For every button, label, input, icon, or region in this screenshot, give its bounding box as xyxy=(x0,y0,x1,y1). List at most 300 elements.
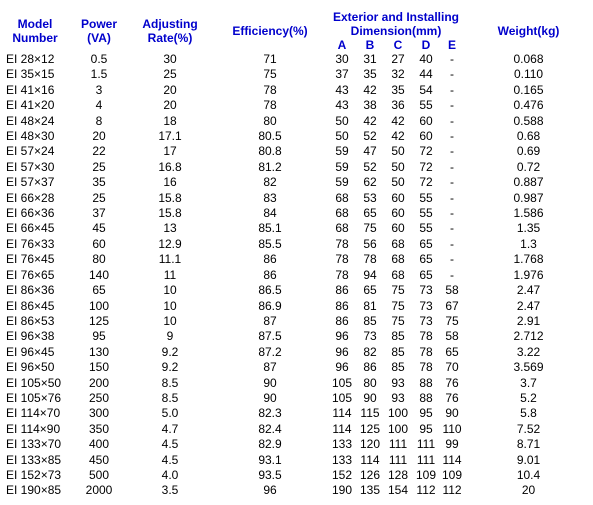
power-cell: 1.5 xyxy=(90,67,108,82)
dim-a-cell: 86 xyxy=(335,283,349,298)
weight-cell: 0.68 xyxy=(516,129,541,144)
power-cell: 140 xyxy=(88,267,110,282)
dim-a-cell: 78 xyxy=(335,236,349,251)
table-row xyxy=(0,468,593,483)
table-row xyxy=(0,221,593,236)
dim-b-cell: 126 xyxy=(359,467,381,482)
dim-c-cell: 85 xyxy=(391,329,405,344)
dim-c-cell: 68 xyxy=(391,252,405,267)
rate-cell: 25 xyxy=(163,67,177,82)
dim-b-cell: 53 xyxy=(363,190,377,205)
dim-b-cell: 52 xyxy=(363,159,377,174)
model-cell: EI 86×36 xyxy=(6,283,55,298)
efficiency-cell: 75 xyxy=(263,67,277,82)
rate-cell: 4.0 xyxy=(161,467,179,482)
efficiency-cell: 86 xyxy=(263,267,277,282)
weight-cell: 1.976 xyxy=(513,267,544,282)
dim-d-cell: 65 xyxy=(419,236,433,251)
model-cell: EI 190×85 xyxy=(6,483,62,498)
weight-cell: 3.7 xyxy=(520,375,537,390)
power-cell: 80 xyxy=(92,252,106,267)
table-row xyxy=(0,314,593,329)
model-cell: EI 35×15 xyxy=(6,67,55,82)
dim-b-cell: 65 xyxy=(363,283,377,298)
model-cell: EI 66×36 xyxy=(6,206,55,221)
efficiency-cell: 80.8 xyxy=(258,144,282,159)
dim-a-cell: 30 xyxy=(335,52,349,66)
model-cell: EI 133×70 xyxy=(6,437,62,452)
model-cell: EI 41×20 xyxy=(6,98,55,113)
weight-cell: 3.22 xyxy=(516,344,541,359)
table-row xyxy=(0,191,593,206)
model-cell: EI 76×33 xyxy=(6,236,55,251)
efficiency-cell: 86.9 xyxy=(258,298,282,313)
dim-c-cell: 75 xyxy=(391,313,405,328)
weight-cell: 2.712 xyxy=(513,329,544,344)
weight-cell: 1.586 xyxy=(513,206,544,221)
efficiency-cell: 87 xyxy=(263,360,277,375)
table-row xyxy=(0,453,593,468)
rate-cell: 9 xyxy=(166,329,174,344)
rate-cell: 4.7 xyxy=(161,421,179,436)
power-cell: 400 xyxy=(88,437,110,452)
efficiency-cell: 90 xyxy=(263,390,277,405)
model-cell: EI 105×50 xyxy=(6,375,62,390)
efficiency-cell: 82.4 xyxy=(258,421,282,436)
dim-d-cell: 78 xyxy=(419,329,433,344)
dim-c-cell: 42 xyxy=(391,129,405,144)
rate-cell: 20 xyxy=(163,82,177,97)
dim-e-cell: - xyxy=(450,159,454,174)
weight-cell: 0.987 xyxy=(513,190,544,205)
dim-a-cell: 190 xyxy=(331,483,353,498)
dim-a-cell: 78 xyxy=(335,252,349,267)
dim-e-cell: - xyxy=(450,190,454,205)
header-row xyxy=(0,10,593,38)
rate-cell: 18 xyxy=(163,113,177,128)
dim-c-cell: 75 xyxy=(391,298,405,313)
table-row xyxy=(0,252,593,267)
spec-table xyxy=(0,10,593,499)
efficiency-cell: 80 xyxy=(263,113,277,128)
power-cell: 300 xyxy=(88,406,110,421)
dim-c-cell: 60 xyxy=(391,190,405,205)
power-cell: 0.5 xyxy=(90,52,108,66)
dim-col-e: E xyxy=(448,38,457,52)
rate-cell: 9.2 xyxy=(161,344,179,359)
table-row xyxy=(0,67,593,82)
weight-cell: 3.569 xyxy=(513,360,544,375)
dim-c-cell: 154 xyxy=(387,483,409,498)
dim-b-cell: 78 xyxy=(363,252,377,267)
dim-b-cell: 86 xyxy=(363,360,377,375)
power-cell: 200 xyxy=(88,375,110,390)
rate-cell: 15.8 xyxy=(158,206,182,221)
weight-cell: 5.2 xyxy=(520,390,537,405)
dim-d-cell: 73 xyxy=(419,283,433,298)
weight-cell: 0.69 xyxy=(516,144,541,159)
weight-cell: 2.47 xyxy=(516,283,541,298)
weight-cell: 0.068 xyxy=(513,52,544,66)
dim-e-cell: 70 xyxy=(445,360,459,375)
model-cell: EI 114×70 xyxy=(6,406,61,421)
efficiency-header: Efficiency(%) xyxy=(232,24,308,38)
table-row xyxy=(0,83,593,98)
dim-b-cell: 135 xyxy=(359,483,381,498)
dim-a-cell: 105 xyxy=(331,375,353,390)
dim-b-cell: 73 xyxy=(363,329,377,344)
dim-e-cell: 76 xyxy=(445,390,459,405)
dim-e-cell: 65 xyxy=(445,344,459,359)
power-cell: 100 xyxy=(88,298,110,313)
efficiency-cell: 90 xyxy=(263,375,277,390)
dim-c-cell: 100 xyxy=(387,421,409,436)
dim-a-cell: 59 xyxy=(335,159,349,174)
dim-d-cell: 88 xyxy=(419,375,433,390)
dim-a-cell: 114 xyxy=(332,421,352,436)
table-row xyxy=(0,52,593,67)
dim-e-cell: - xyxy=(450,144,454,159)
dim-b-cell: 75 xyxy=(363,221,377,236)
table-row xyxy=(0,437,593,452)
rate-cell: 13 xyxy=(163,221,177,236)
dim-a-cell: 59 xyxy=(335,144,349,159)
dim-b-cell: 82 xyxy=(363,344,377,359)
efficiency-cell: 87.2 xyxy=(258,344,282,359)
table-row xyxy=(0,283,593,298)
dim-e-cell: - xyxy=(450,67,454,82)
dim-e-cell: 58 xyxy=(445,329,459,344)
dim-b-cell: 38 xyxy=(363,98,377,113)
weight-cell: 1.768 xyxy=(513,252,544,267)
power-cell: 130 xyxy=(88,344,110,359)
model-cell: EI 66×28 xyxy=(6,190,55,205)
rate-cell: 17.1 xyxy=(158,129,182,144)
dim-c-cell: 36 xyxy=(391,98,405,113)
rate-cell: 10 xyxy=(163,313,177,328)
dim-e-cell: - xyxy=(450,129,454,144)
model-cell: EI 96×50 xyxy=(6,360,55,375)
dim-e-cell: - xyxy=(450,221,454,236)
efficiency-cell: 86.5 xyxy=(258,283,282,298)
dim-b-cell: 56 xyxy=(363,236,377,251)
dim-d-cell: 73 xyxy=(419,313,433,328)
rate-cell: 3.5 xyxy=(161,483,179,498)
dim-c-cell: 93 xyxy=(391,390,405,405)
efficiency-cell: 81.2 xyxy=(258,159,282,174)
dim-c-cell: 60 xyxy=(391,221,405,236)
dim-e-cell: 67 xyxy=(445,298,459,313)
dim-c-cell: 85 xyxy=(391,360,405,375)
efficiency-cell: 80.5 xyxy=(258,129,282,144)
power-cell: 2000 xyxy=(85,483,113,498)
dimension-header: Exterior and Installing Dimension(mm) xyxy=(332,10,460,38)
dim-e-cell: 75 xyxy=(445,313,459,328)
efficiency-cell: 84 xyxy=(263,206,277,221)
weight-header: Weight(kg) xyxy=(497,24,560,38)
dim-a-cell: 96 xyxy=(335,329,349,344)
dim-d-cell: 95 xyxy=(419,406,433,421)
rate-cell: 16.8 xyxy=(158,159,182,174)
weight-cell: 20 xyxy=(521,483,536,498)
power-cell: 3 xyxy=(95,82,103,97)
dim-col-d: D xyxy=(421,38,431,52)
dim-c-cell: 111 xyxy=(388,452,408,467)
dim-d-cell: 60 xyxy=(419,113,433,128)
power-cell: 22 xyxy=(92,144,106,159)
rate-cell: 16 xyxy=(163,175,177,190)
efficiency-cell: 96 xyxy=(263,483,277,498)
rate-cell: 4.5 xyxy=(161,437,179,452)
dim-b-cell: 81 xyxy=(363,298,377,313)
rate-cell: 8.5 xyxy=(161,390,179,405)
dim-e-cell: - xyxy=(450,175,454,190)
dim-e-cell: 109 xyxy=(441,467,463,482)
dim-d-cell: 72 xyxy=(419,144,433,159)
dim-d-cell: 55 xyxy=(419,98,433,113)
efficiency-cell: 85.1 xyxy=(258,221,282,236)
dim-b-cell: 52 xyxy=(363,129,377,144)
model-cell: EI 133×85 xyxy=(6,452,62,467)
rate-cell: 10 xyxy=(163,283,177,298)
model-cell: EI 76×65 xyxy=(6,267,55,282)
power-cell: 20 xyxy=(92,129,106,144)
efficiency-cell: 93.1 xyxy=(258,452,282,467)
dim-b-cell: 120 xyxy=(359,437,381,452)
dim-b-cell: 114 xyxy=(360,452,380,467)
dim-e-cell: 76 xyxy=(445,375,459,390)
dim-c-cell: 100 xyxy=(387,406,409,421)
power-cell: 4 xyxy=(95,98,103,113)
model-cell: EI 152×73 xyxy=(6,467,62,482)
weight-cell: 9.01 xyxy=(516,452,541,467)
rate-cell: 11.1 xyxy=(158,252,182,267)
rate-cell: 17 xyxy=(163,144,177,159)
dim-d-cell: 95 xyxy=(419,421,433,436)
dim-c-cell: 111 xyxy=(388,437,408,452)
dim-a-cell: 133 xyxy=(331,437,353,452)
dim-b-cell: 42 xyxy=(363,82,377,97)
rate-cell: 9.2 xyxy=(161,360,179,375)
dim-d-cell: 112 xyxy=(416,483,436,498)
table-row xyxy=(0,345,593,360)
dim-a-cell: 50 xyxy=(335,129,349,144)
dim-c-cell: 68 xyxy=(391,236,405,251)
table-row xyxy=(0,237,593,252)
power-cell: 95 xyxy=(92,329,106,344)
power-cell: 500 xyxy=(88,467,110,482)
rate-cell: 4.5 xyxy=(161,452,179,467)
power-cell: 250 xyxy=(88,390,110,405)
power-cell: 450 xyxy=(88,452,110,467)
efficiency-cell: 86 xyxy=(263,252,277,267)
efficiency-cell: 87 xyxy=(263,313,277,328)
model-cell: EI 41×16 xyxy=(6,82,55,97)
dim-a-cell: 96 xyxy=(335,344,349,359)
model-cell: EI 57×24 xyxy=(6,144,55,159)
model-cell: EI 86×45 xyxy=(6,298,55,313)
dim-b-cell: 65 xyxy=(363,206,377,221)
rate-cell: 12.9 xyxy=(158,236,182,251)
dim-c-cell: 42 xyxy=(391,113,405,128)
power-cell: 25 xyxy=(92,159,106,174)
dim-e-cell: 112 xyxy=(442,483,462,498)
rate-cell: 30 xyxy=(163,52,177,66)
dim-d-cell: 72 xyxy=(419,175,433,190)
table-row xyxy=(0,144,593,159)
power-cell: 60 xyxy=(92,236,106,251)
dim-b-cell: 62 xyxy=(363,175,377,190)
table-row xyxy=(0,391,593,406)
table-row xyxy=(0,483,593,498)
dim-c-cell: 27 xyxy=(391,52,405,66)
rate-cell: 8.5 xyxy=(161,375,179,390)
model-cell: EI 76×45 xyxy=(6,252,55,267)
table-body xyxy=(0,52,593,499)
dim-e-cell: - xyxy=(450,267,454,282)
dim-e-cell: 58 xyxy=(445,283,459,298)
dim-e-cell: - xyxy=(450,82,454,97)
dim-d-cell: 109 xyxy=(415,467,437,482)
dim-col-a: A xyxy=(337,38,347,52)
table-row xyxy=(0,268,593,283)
table-row xyxy=(0,114,593,129)
weight-cell: 2.91 xyxy=(516,313,541,328)
table-row xyxy=(0,160,593,175)
dim-e-cell: 90 xyxy=(445,406,459,421)
dim-a-cell: 50 xyxy=(335,113,349,128)
efficiency-cell: 87.5 xyxy=(258,329,282,344)
power-cell: 150 xyxy=(88,360,110,375)
dim-b-cell: 115 xyxy=(360,406,380,421)
dim-c-cell: 32 xyxy=(391,67,405,82)
rate-cell: 11 xyxy=(163,267,177,282)
table-row xyxy=(0,360,593,375)
dim-e-cell: 114 xyxy=(442,452,462,467)
dim-a-cell: 105 xyxy=(331,390,353,405)
dim-d-cell: 78 xyxy=(419,360,433,375)
dim-c-cell: 93 xyxy=(391,375,405,390)
efficiency-cell: 78 xyxy=(263,98,277,113)
dim-a-cell: 43 xyxy=(335,82,349,97)
table-row xyxy=(0,98,593,113)
dim-d-cell: 78 xyxy=(419,344,433,359)
model-cell: EI 105×76 xyxy=(6,390,62,405)
table-row xyxy=(0,206,593,221)
dim-a-cell: 68 xyxy=(335,221,349,236)
efficiency-cell: 85.5 xyxy=(258,236,282,251)
dim-a-cell: 68 xyxy=(335,190,349,205)
power-header: Power (VA) xyxy=(80,17,117,45)
dim-b-cell: 47 xyxy=(363,144,377,159)
efficiency-cell: 82.9 xyxy=(258,437,282,452)
dim-a-cell: 37 xyxy=(335,67,349,82)
dim-a-cell: 86 xyxy=(335,298,349,313)
weight-cell: 10.4 xyxy=(516,467,541,482)
rate-cell: 5.0 xyxy=(161,406,179,421)
dim-d-cell: 55 xyxy=(419,190,433,205)
table-row xyxy=(0,175,593,190)
dim-d-cell: 55 xyxy=(419,206,433,221)
dim-e-cell: - xyxy=(450,113,454,128)
dim-c-cell: 68 xyxy=(391,267,405,282)
power-cell: 35 xyxy=(92,175,106,190)
power-cell: 65 xyxy=(92,283,106,298)
dim-b-cell: 90 xyxy=(363,390,377,405)
weight-cell: 8.71 xyxy=(516,437,541,452)
power-cell: 45 xyxy=(92,221,106,236)
dim-d-cell: 73 xyxy=(419,298,433,313)
weight-cell: 7.52 xyxy=(516,421,541,436)
model-cell: EI 57×30 xyxy=(6,159,55,174)
dim-e-cell: - xyxy=(450,236,454,251)
power-cell: 25 xyxy=(92,190,106,205)
weight-cell: 5.8 xyxy=(520,406,537,421)
dim-a-cell: 96 xyxy=(335,360,349,375)
dim-c-cell: 85 xyxy=(391,344,405,359)
table-row xyxy=(0,299,593,314)
power-cell: 37 xyxy=(92,206,106,221)
weight-cell: 0.72 xyxy=(516,159,541,174)
dim-b-cell: 94 xyxy=(363,267,377,282)
weight-cell: 1.3 xyxy=(520,236,537,251)
dim-col-b: B xyxy=(365,38,375,52)
dim-d-cell: 72 xyxy=(419,159,433,174)
dim-a-cell: 43 xyxy=(335,98,349,113)
table-row xyxy=(0,422,593,437)
efficiency-cell: 82 xyxy=(263,175,277,190)
dim-col-c: C xyxy=(393,38,403,52)
table-row xyxy=(0,129,593,144)
weight-cell: 0.476 xyxy=(513,98,544,113)
dim-b-cell: 85 xyxy=(363,313,377,328)
rate-cell: 20 xyxy=(163,98,177,113)
dim-a-cell: 152 xyxy=(331,467,353,482)
rate-cell: 10 xyxy=(163,298,177,313)
dim-d-cell: 55 xyxy=(419,221,433,236)
dim-d-cell: 54 xyxy=(419,82,433,97)
dim-c-cell: 35 xyxy=(391,82,405,97)
dim-c-cell: 60 xyxy=(391,206,405,221)
model-cell: EI 66×45 xyxy=(6,221,55,236)
model-cell: EI 96×45 xyxy=(6,344,55,359)
dim-d-cell: 60 xyxy=(419,129,433,144)
dim-a-cell: 68 xyxy=(335,206,349,221)
weight-cell: 0.165 xyxy=(513,82,544,97)
weight-cell: 1.35 xyxy=(516,221,541,236)
dim-c-cell: 50 xyxy=(391,144,405,159)
weight-cell: 0.887 xyxy=(513,175,544,190)
model-cell: EI 57×37 xyxy=(6,175,55,190)
dim-b-cell: 42 xyxy=(363,113,377,128)
dim-d-cell: 65 xyxy=(419,267,433,282)
dim-a-cell: 59 xyxy=(335,175,349,190)
rate-cell: 15.8 xyxy=(158,190,182,205)
efficiency-cell: 83 xyxy=(263,190,277,205)
efficiency-cell: 93.5 xyxy=(258,467,282,482)
dim-a-cell: 114 xyxy=(332,406,352,421)
dim-e-cell: 110 xyxy=(442,421,462,436)
model-cell: EI 28×12 xyxy=(6,52,55,66)
table-row xyxy=(0,376,593,391)
dim-e-cell: - xyxy=(450,252,454,267)
model-header: Model Number xyxy=(12,17,58,45)
dim-b-cell: 31 xyxy=(363,52,377,66)
model-cell: EI 86×53 xyxy=(6,313,55,328)
rate-header: Adjusting Rate(%) xyxy=(142,17,198,45)
dim-e-cell: 99 xyxy=(445,437,459,452)
dim-c-cell: 50 xyxy=(391,159,405,174)
